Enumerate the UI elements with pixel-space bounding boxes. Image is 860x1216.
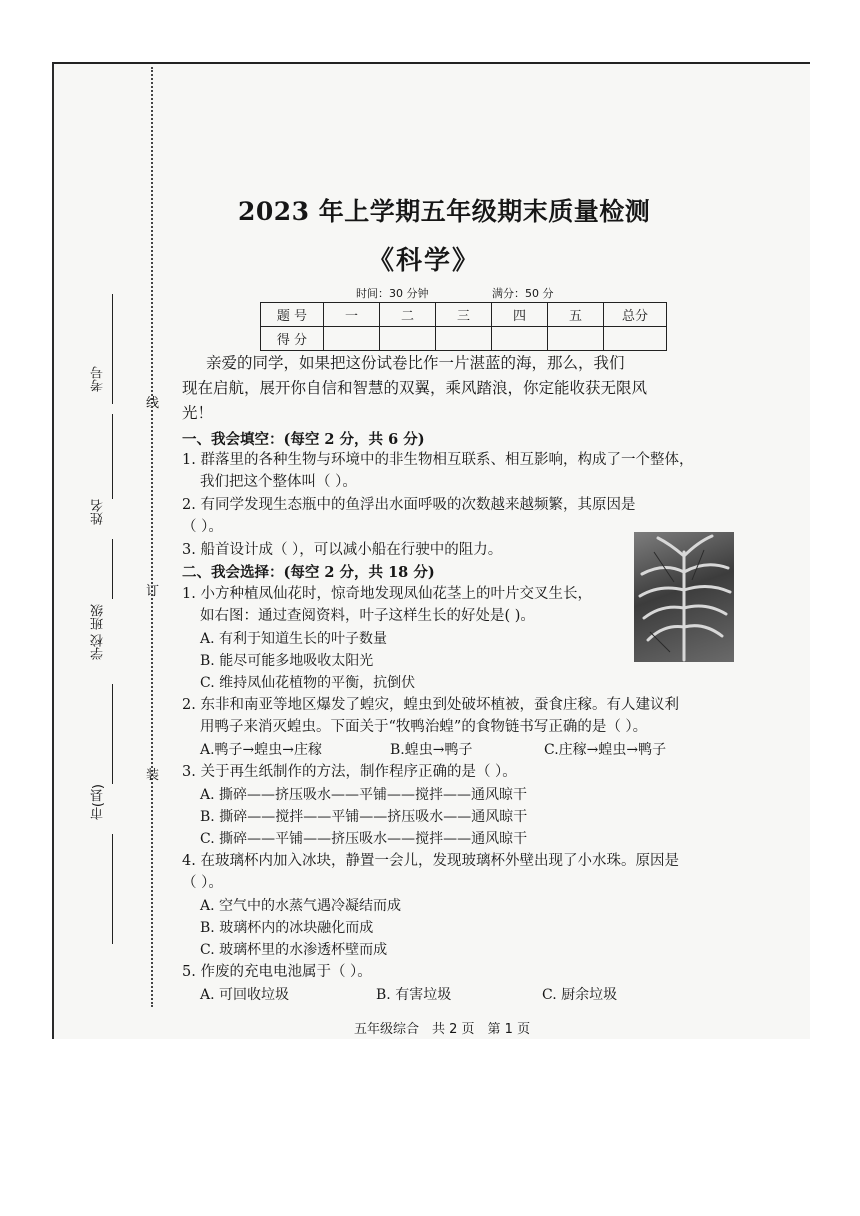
score-cell: 得 分 [261, 327, 324, 351]
exam-sheet [52, 62, 810, 1039]
score-input-cell[interactable] [548, 327, 604, 351]
choice-option[interactable]: B. 玻璃杯内的冰块融化而成 [200, 920, 374, 936]
fill-question-2: 2. 有同学发现生态瓶中的鱼浮出水面呼吸的次数越来越频繁，其原因是 [182, 497, 636, 513]
choice-option[interactable]: B. 有害垃圾 [376, 987, 452, 1003]
kaohao-label: 考号 [91, 366, 106, 392]
intro-line: 现在启航，展开你自信和智慧的双翼，乘风踏浪，你定能收获无限风 [182, 379, 648, 397]
choice-option[interactable]: A. 空气中的水蒸气遇冷凝结而成 [200, 898, 402, 914]
city-blank-line [112, 834, 113, 944]
score-cell: 一 [324, 303, 380, 327]
choice-option[interactable]: A. 可回收垃圾 [200, 987, 290, 1003]
binding-dotted-line [151, 67, 153, 1007]
choice-question-1: 1. 小方种植凤仙花时，惊奇地发现凤仙花茎上的叶片交叉生长， [182, 586, 592, 602]
fill-question-3[interactable]: 3. 船首设计成（ ），可以减小船在行驶中的阻力。 [182, 542, 503, 558]
section1-heading: 一、我会填空：(每空 2 分，共 6 分) [182, 431, 425, 448]
score-input-cell[interactable] [380, 327, 436, 351]
choice-option[interactable]: C. 维持凤仙花植物的平衡，抗倒伏 [200, 675, 416, 691]
school-blank-line [112, 684, 113, 784]
section2-heading: 二、我会选择：(每空 2 分，共 18 分) [182, 564, 435, 581]
choice-question-3[interactable]: 3. 关于再生纸制作的方法，制作程序正确的是（ ）。 [182, 764, 517, 780]
score-cell: 五 [548, 303, 604, 327]
binding-char-order: 订 [146, 584, 160, 599]
banji-blank-line [112, 539, 113, 599]
city-county-label: 市(县) [91, 784, 106, 821]
score-input-cell[interactable] [492, 327, 548, 351]
choice-question-5[interactable]: 5. 作废的充电电池属于（ ）。 [182, 964, 372, 980]
score-cell: 总分 [604, 303, 667, 327]
choice-option[interactable]: C. 撕碎——平铺——挤压吸水——搅拌——通风晾干 [200, 831, 528, 847]
kaohao-blank-line [112, 294, 113, 404]
score-table-header-row [261, 303, 667, 327]
binding-char-bind: 装 [146, 768, 160, 783]
choice-option[interactable]: B.蝗虫→鸭子 [390, 742, 473, 758]
score-table-score-row [261, 327, 667, 351]
score-input-cell[interactable] [604, 327, 667, 351]
score-input-cell[interactable] [324, 327, 380, 351]
choice-question-4-blank[interactable]: （ ）。 [182, 875, 223, 891]
subject-title: 《科学》 [368, 246, 481, 276]
choice-question-2-cont[interactable]: 用鸭子来消灭蝗虫。下面关于“牧鸭治蝗”的食物链书写正确的是（ ）。 [200, 719, 648, 735]
score-table [260, 302, 667, 351]
xingming-label: 姓名 [91, 499, 106, 525]
intro-line: 亲爱的同学，如果把这份试卷比作一片湛蓝的海，那么，我们 [206, 354, 625, 372]
fill-question-2-blank[interactable]: （ ）。 [182, 519, 223, 535]
score-cell: 三 [436, 303, 492, 327]
choice-option[interactable]: B. 撕碎——搅拌——平铺——挤压吸水——通风晾干 [200, 809, 528, 825]
binding-char-line: 线 [146, 396, 160, 411]
fill-question-1: 1. 群落里的各种生物与环境中的非生物相互联系、相互影响，构成了一个整体， [182, 452, 694, 468]
exam-time: 时间：30 分钟 [356, 287, 429, 300]
xingming-blank-line [112, 414, 113, 499]
exam-title: 2023 年上学期五年级期末质量检测 [238, 197, 651, 226]
choice-question-1-cont[interactable]: 如右图：通过查阅资料，叶子这样生长的好处是( )。 [200, 608, 535, 624]
choice-option[interactable]: A. 有利于知道生长的叶子数量 [200, 631, 388, 647]
choice-option[interactable]: C. 玻璃杯里的水渗透杯壁而成 [200, 942, 388, 958]
choice-option[interactable]: B. 能尽可能多地吸收太阳光 [200, 653, 374, 669]
exam-full-score: 满分：50 分 [492, 287, 554, 300]
fill-question-1-cont[interactable]: 我们把这个整体叫（ ）。 [200, 474, 357, 490]
intro-line: 光！ [182, 404, 214, 422]
choice-option[interactable]: C. 厨余垃圾 [542, 987, 618, 1003]
score-cell: 四 [492, 303, 548, 327]
page-footer: 五年级综合 共 2 页 第 1 页 [354, 1022, 531, 1037]
impatiens-plant-photo [634, 532, 734, 662]
choice-question-2: 2. 东非和南亚等地区爆发了蝗灾，蝗虫到处破坏植被，蚕食庄稼。有人建议利 [182, 697, 679, 713]
school-class-label: 学校 班级 [91, 604, 106, 661]
choice-option[interactable]: C.庄稼→蝗虫→鸭子 [544, 742, 667, 758]
score-input-cell[interactable] [436, 327, 492, 351]
choice-question-4: 4. 在玻璃杯内加入冰块，静置一会儿，发现玻璃杯外壁出现了小水珠。原因是 [182, 853, 679, 869]
score-cell: 二 [380, 303, 436, 327]
score-cell: 题 号 [261, 303, 324, 327]
choice-option[interactable]: A.鸭子→蝗虫→庄稼 [200, 742, 323, 758]
choice-option[interactable]: A. 撕碎——挤压吸水——平铺——搅拌——通风晾干 [200, 787, 528, 803]
